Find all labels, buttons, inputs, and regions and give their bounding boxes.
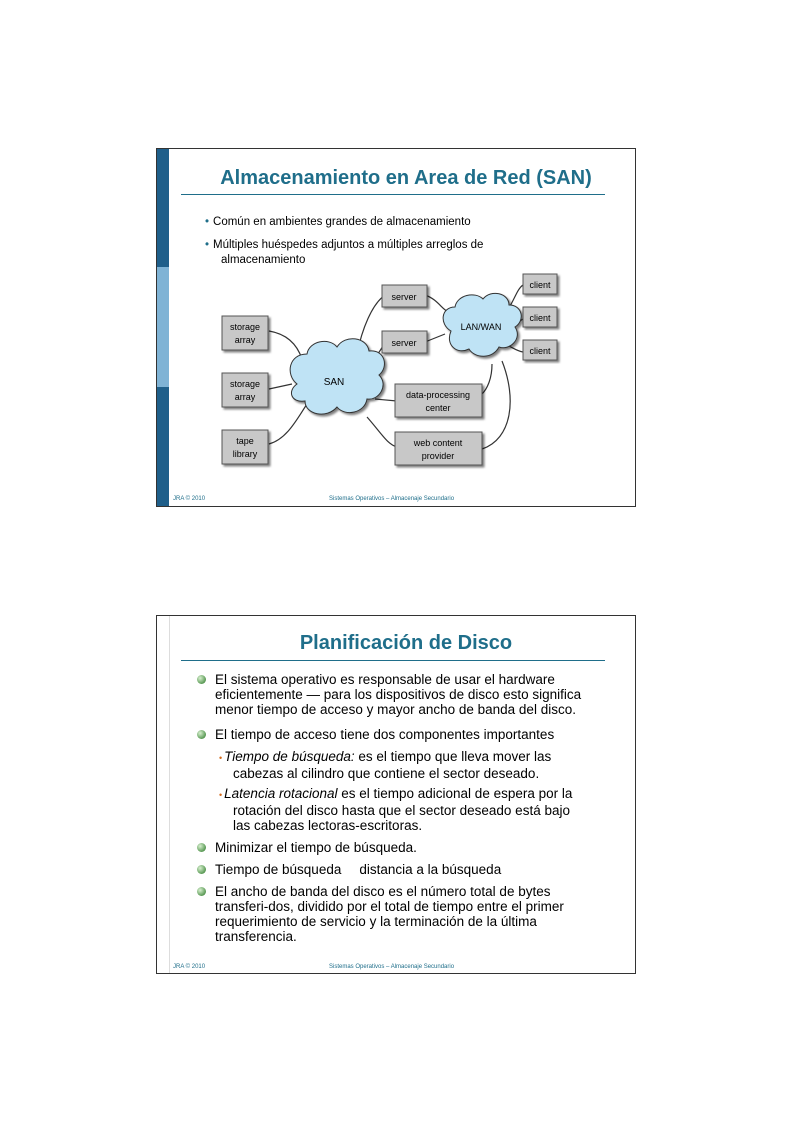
footer-course: Sistemas Operativos – Almacenaje Secundario [329,496,455,502]
server-box-2 [382,331,427,353]
sub-bullet-item: • Tiempo de búsqueda: es el tiempo que lleva mover las cabezas al cilindro que contiene el sector deseado. [219,749,552,781]
bullet-item: El tiempo de acceso tiene dos componentes importantes [197,727,617,742]
svg-text:center: center [425,403,451,413]
san-diagram [157,149,636,507]
svg-text:LAN/WAN: LAN/WAN [460,322,502,332]
svg-text:data-processing: data-processing [405,390,471,400]
bullet-ball-icon [197,843,206,852]
bullet-ball-icon [197,865,206,874]
svg-text:server: server [391,338,417,348]
bullet-item: Minimizar el tiempo de búsqueda. [197,840,617,855]
svg-text:array: array [234,335,256,345]
bullet-continuation: almacenamiento [221,254,306,266]
side-stripe [157,616,169,973]
svg-text:array: array [234,392,256,402]
web-content-provider-box [395,432,482,465]
slide-san [156,148,636,507]
data-processing-center-box [395,384,482,417]
svg-text:SAN: SAN [323,377,345,388]
bullet-ball-icon [197,887,206,896]
bullet-item: El ancho de banda del disco es el número total de bytes transferi-dos, dividido por el total de tiempo entre el primer requerimiento de servicio y la terminación de la última transferencia. [197,884,617,944]
footer-course: Sistemas Operativos – Almacenaje Secundario [329,964,455,970]
footer-copyright: JRA © 2010 [173,496,206,502]
storage-array-box-2 [222,373,268,407]
footer-copyright: JRA © 2010 [173,964,206,970]
svg-text:client: client [529,313,551,323]
bullet-ball-icon [197,730,206,739]
svg-text:client: client [529,280,551,290]
svg-text:provider: provider [421,451,455,461]
bullet-item: • Múltiples huéspedes adjuntos a múltiples arreglos de [205,239,484,251]
client-box-3 [523,340,557,360]
bullet-item: • Común en ambientes grandes de almacenamiento [205,216,471,228]
slide-title: Almacenamiento en Area de Red (SAN) [220,167,592,189]
svg-text:storage: storage [229,379,261,389]
svg-text:web content: web content [413,438,463,448]
sub-bullet-item: • Latencia rotacional es el tiempo adicional de espera por la rotación del disco hasta que el sector deseado está bajo las cabezas lectoras-escritoras. [219,786,573,833]
title-rule [181,660,605,661]
bullet-ball-icon [197,675,206,684]
tape-library-box [222,430,268,464]
storage-array-box-1 [222,316,268,350]
san-cloud [290,339,384,414]
client-box-2 [523,307,557,327]
server-box-1 [382,285,427,307]
svg-text:client: client [529,346,551,356]
bullet-item: El sistema operativo es responsable de usar el hardware eficientemente — para los dispositivos de disco esto significa menor tiempo de acceso y mayor ancho de banda del disco. [197,672,617,717]
svg-text:tape: tape [236,436,254,446]
bullet-item: Tiempo de búsqueda distancia a la búsqueda [197,862,617,877]
svg-text:library: library [232,449,258,459]
client-box-1 [523,274,557,294]
svg-text:server: server [391,292,417,302]
slide-title: Planificación de Disco [299,632,513,654]
slide-disk-scheduling [156,615,636,974]
svg-text:storage: storage [229,322,261,332]
